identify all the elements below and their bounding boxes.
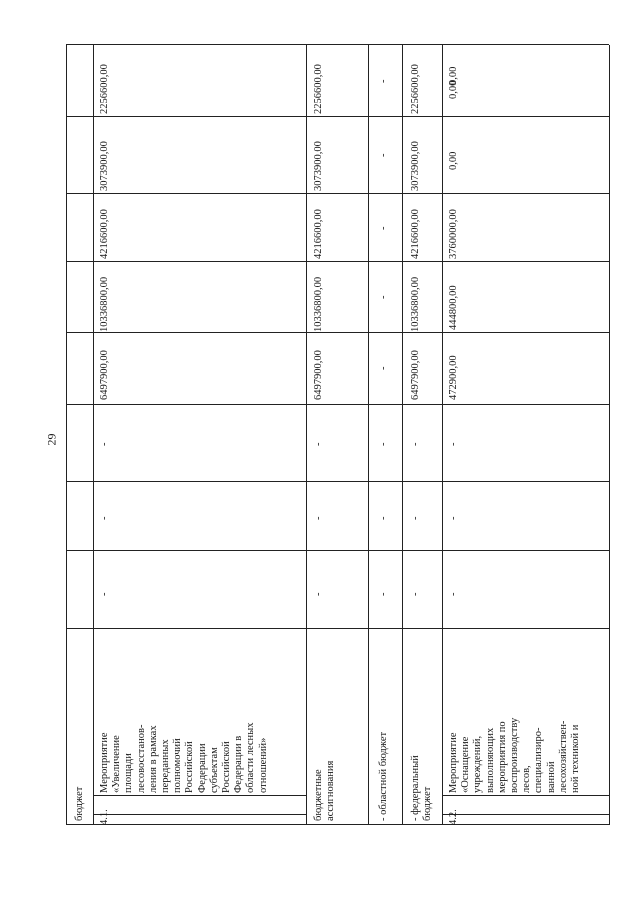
row-name: Мероприятие «Увеличение площади лесовосстанов- ления в рамках переданных полномочий Российской Федерации субъектам Российской Федерации в области лесных отношений»: [99, 722, 269, 793]
value-cell: 3760000,00: [448, 209, 459, 259]
value-cell: -: [410, 442, 421, 446]
row-name: бюджетные ассигнования: [313, 760, 337, 821]
table-line: [66, 481, 609, 482]
value-cell: -: [378, 226, 389, 230]
table-line: [66, 45, 67, 825]
table-line: [442, 45, 443, 825]
value-cell: -: [99, 442, 110, 446]
value-cell: 0,00: [448, 151, 459, 170]
row-name: бюджет: [74, 786, 85, 821]
row-name: Мероприятие «Оснащение учреждений, выполняющих мероприятия по воспроизводству лесов, специализиро- ванной лесохозяйствен- ной техникой и: [448, 717, 582, 793]
table-line: [93, 814, 306, 815]
row-name: - областной бюджет: [378, 731, 389, 821]
value-cell: -: [378, 295, 389, 299]
value-cell: -: [99, 592, 110, 596]
value-cell: 6497900,00: [99, 350, 110, 400]
value-cell: -: [313, 516, 324, 520]
value-cell: 4216600,00: [99, 209, 110, 259]
value-cell: 2256600,00: [410, 64, 421, 114]
value-cell: -: [410, 592, 421, 596]
value-cell: -: [410, 516, 421, 520]
value-cell: 10336800,00: [313, 276, 324, 332]
table-line: [66, 404, 609, 405]
value-cell: 0,00: [448, 80, 459, 99]
value-cell: 472900,00: [448, 355, 459, 400]
value-cell: -: [378, 442, 389, 446]
row-number: 4.2.: [448, 809, 459, 825]
table-line: [66, 332, 609, 333]
value-cell: -: [378, 516, 389, 520]
table-line: [66, 550, 609, 551]
table-line: [66, 193, 609, 194]
value-cell: -: [448, 442, 459, 446]
value-cell: 3073900,00: [313, 141, 324, 191]
value-cell: 3073900,00: [99, 141, 110, 191]
row-number: 4.1.: [99, 809, 110, 825]
value-cell: 4216600,00: [410, 209, 421, 259]
value-cell: 4216600,00: [313, 209, 324, 259]
value-cell: 0,00: [448, 66, 459, 85]
table-line: [368, 45, 369, 825]
value-cell: -: [378, 153, 389, 157]
value-cell: 2256600,00: [313, 64, 324, 114]
table-line: [66, 261, 609, 262]
value-cell: -: [313, 442, 324, 446]
value-cell: -: [378, 592, 389, 596]
page-number: 29: [44, 433, 59, 446]
value-cell: 2256600,00: [99, 64, 110, 114]
value-cell: -: [99, 516, 110, 520]
table-line: [442, 795, 609, 796]
table-line: [306, 45, 307, 825]
value-cell: 6497900,00: [313, 350, 324, 400]
table-line: [442, 814, 609, 815]
row-name: - федеральный бюджет: [410, 755, 434, 821]
table-line: [609, 45, 610, 825]
value-cell: -: [378, 366, 389, 370]
value-cell: 3073900,00: [410, 141, 421, 191]
value-cell: 444800,00: [448, 285, 459, 330]
value-cell: -: [378, 79, 389, 83]
table-line: [66, 116, 609, 117]
value-cell: -: [313, 592, 324, 596]
table-line: [402, 45, 403, 825]
budget-table: [66, 45, 609, 825]
table-line: [66, 824, 609, 825]
value-cell: 6497900,00: [410, 350, 421, 400]
value-cell: -: [448, 592, 459, 596]
value-cell: 10336800,00: [410, 276, 421, 332]
table-line: [93, 45, 94, 825]
table-line: [93, 795, 306, 796]
table-line: [66, 628, 609, 629]
value-cell: 10336800,00: [99, 276, 110, 332]
rotated-table-wrapper: [66, 45, 609, 825]
table-line: [66, 44, 609, 45]
value-cell: -: [448, 516, 459, 520]
